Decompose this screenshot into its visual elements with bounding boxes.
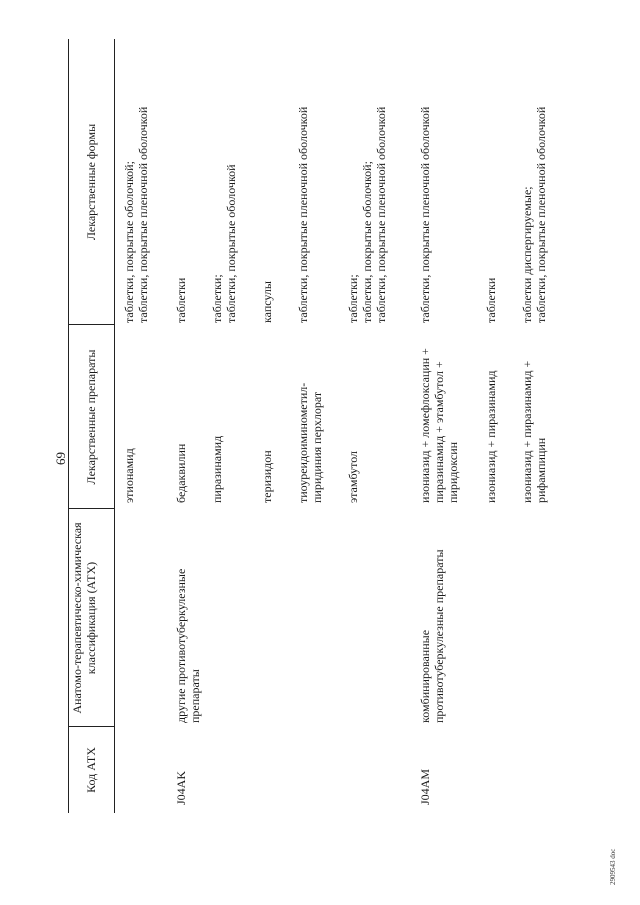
drug-form: таблетки, покрытые оболочкой;	[122, 161, 136, 323]
header-classification: Анатомо-терапевтическо-химическая классификация (АТХ)	[70, 522, 98, 714]
drug-name: пиридоксин	[446, 441, 460, 503]
drug-form: таблетки, покрытые пленочной оболочкой	[534, 106, 548, 323]
drug-form: капсулы	[260, 281, 274, 323]
drug-name: рифампицин	[534, 437, 548, 503]
page-number: 69	[53, 452, 68, 465]
header-bottom-border	[114, 39, 115, 813]
drug-form: таблетки;	[346, 274, 360, 323]
footer-file-stamp: 2909543 doc	[609, 848, 617, 885]
drug-form: таблетки, покрытые пленочной оболочкой	[418, 106, 432, 323]
drug-form: таблетки	[484, 277, 498, 323]
drug-name: изониазид + ломефлоксацин +	[418, 348, 432, 503]
header-forms: Лекарственные формы	[84, 123, 98, 241]
atc-classification: другие противотуберкулезные	[174, 568, 188, 723]
drug-name: теризидон	[260, 450, 274, 503]
drug-name: пиразинамид	[210, 435, 224, 503]
drug-form: таблетки, покрытые пленочной оболочкой	[374, 106, 388, 323]
table-top-border	[68, 39, 69, 813]
drug-name: изониазид + пиразинамид	[484, 370, 498, 503]
atc-code: J04AK	[174, 770, 188, 805]
drug-name: изониазид + пиразинамид +	[520, 360, 534, 503]
drug-name: этионамид	[122, 448, 136, 503]
drug-form: таблетки, покрытые оболочкой;	[360, 161, 374, 323]
header-code: Код АТХ	[84, 747, 98, 793]
drug-form: таблетки, покрытые пленочной оболочкой	[136, 106, 150, 323]
drug-form: таблетки;	[210, 274, 224, 323]
drug-name: тиоуреидоиминометил-	[296, 382, 310, 503]
atc-code: J04AM	[418, 768, 432, 805]
atc-classification: противотуберкулезные препараты	[432, 549, 446, 723]
atc-classification: препараты	[188, 669, 202, 723]
drug-form: таблетки, покрытые оболочкой	[224, 164, 238, 323]
header-drugs: Лекарственные препараты	[84, 349, 98, 485]
drug-name: бедаквилин	[174, 443, 188, 503]
drug-name: пиразинамид + этамбутол +	[432, 361, 446, 503]
drug-form: таблетки	[174, 277, 188, 323]
drug-name: пиридиния перхлорат	[310, 391, 324, 503]
drug-form: таблетки диспергируемые;	[520, 186, 534, 323]
drug-form: таблетки, покрытые пленочной оболочкой	[296, 106, 310, 323]
atc-classification: комбинированные	[418, 629, 432, 723]
drug-name: этамбутол	[346, 450, 360, 503]
